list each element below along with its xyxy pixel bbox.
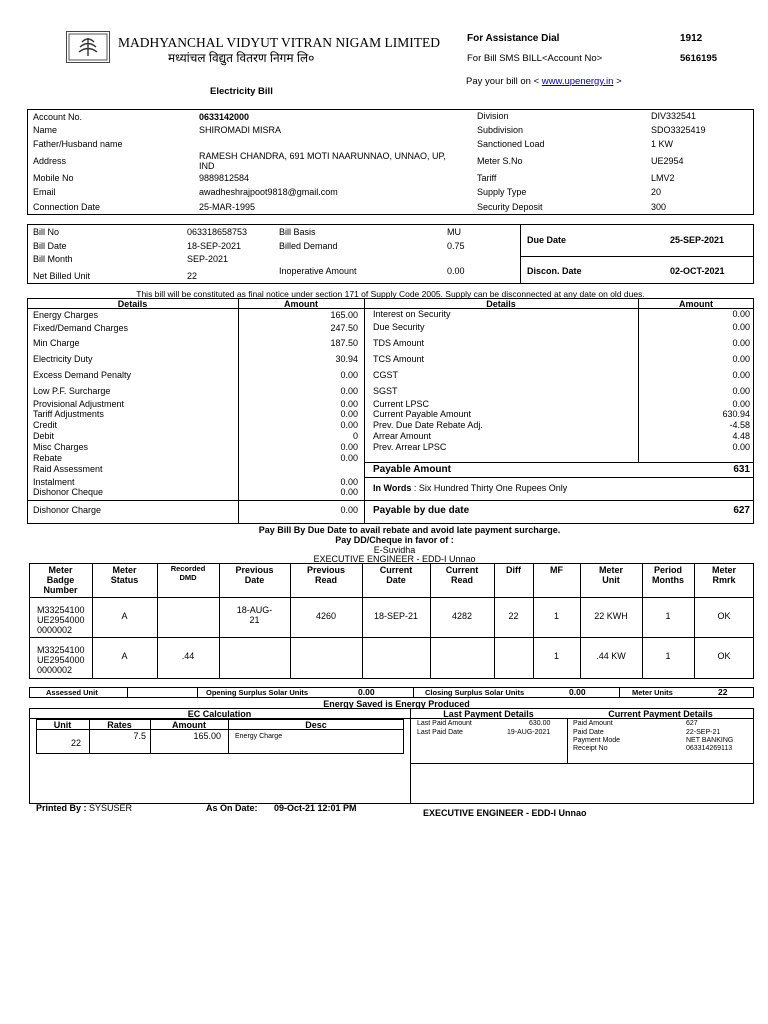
charge-label: SGST: [373, 386, 398, 396]
meter-col-line: [494, 563, 495, 679]
address-line2: IND: [199, 161, 215, 171]
charges-center-divider: [364, 298, 365, 524]
meter-row-line: [29, 637, 754, 638]
sanctioned-load-label: Sanctioned Load: [477, 139, 545, 149]
charge-value: 0.00: [732, 322, 750, 332]
meter-header: Previous Date: [235, 565, 274, 585]
tariff-label: Tariff: [477, 173, 497, 183]
pay-dd-note: Pay DD/Cheque in favor of :: [335, 535, 454, 545]
meter-header: Meter Badge Number: [43, 565, 78, 595]
tariff-value: LMV2: [651, 173, 675, 183]
ec-rate: 7.5: [133, 731, 146, 741]
paid-amount-label: Paid Amount: [573, 720, 613, 727]
in-words-label: In Words: [373, 483, 412, 493]
meter-sno-label: Meter S.No: [477, 156, 523, 166]
printed-by-value: SYSUSER: [89, 803, 133, 813]
payment-divider: [567, 718, 568, 763]
ec-header-amount: Amount: [172, 720, 206, 730]
meter-units-value: 22: [718, 687, 728, 697]
ec-calc-title: EC Calculation: [187, 709, 252, 719]
email-label: Email: [33, 187, 56, 197]
charge-value: 0.00: [340, 386, 358, 396]
charge-label: CGST: [373, 370, 399, 380]
closing-surplus-label: Closing Surplus Solar Units: [425, 688, 525, 697]
receipt-no-value: 063314269113: [686, 745, 733, 752]
bill-info-split: [520, 256, 754, 257]
as-on-date-label: As On Date:: [206, 803, 258, 813]
ec-header-unit: Unit: [53, 720, 72, 730]
supply-type-value: 20: [651, 187, 662, 197]
subdivision-value: SDO3325419: [651, 125, 706, 135]
sanctioned-load-value: 1 KW: [651, 139, 674, 149]
recorded-dmd: .44: [181, 651, 195, 661]
charge-label: Current LPSC: [373, 399, 430, 409]
due-date-value: 25-SEP-2021: [670, 235, 725, 245]
address-line1: RAMESH CHANDRA, 691 MOTI NAARUNNAO, UNNAO, UP,: [199, 151, 446, 161]
bill-basis-value: MU: [447, 227, 461, 237]
charge-value: 187.50: [330, 338, 358, 348]
charge-label: Fixed/Demand Charges: [33, 323, 129, 333]
discon-date-value: 02-OCT-2021: [670, 266, 725, 276]
charge-value: 0.00: [732, 442, 750, 452]
period-months: 1: [665, 651, 671, 661]
billed-demand-label: Billed Demand: [279, 241, 338, 251]
meter-header: Period Months: [652, 565, 684, 585]
charge-value: 0.00: [732, 399, 750, 409]
charge-value: 0.00: [340, 442, 358, 452]
meter-remark: OK: [717, 651, 731, 661]
charge-value: 630.94: [722, 409, 750, 419]
email-value: awadheshrajpoot9818@gmail.com: [199, 187, 338, 197]
charge-label: TDS Amount: [373, 338, 425, 348]
assistance-label: For Assistance Dial: [467, 33, 560, 44]
charge-label: Electricity Duty: [33, 354, 93, 364]
left-amount-header: Amount: [284, 299, 318, 309]
paid-date-value: 22-SEP-21: [686, 729, 721, 736]
meter-header-line: [29, 597, 754, 598]
charge-label: Excess Demand Penalty: [33, 370, 132, 380]
connection-date-value: 25-MAR-1995: [199, 202, 256, 212]
father-label: Father/Husband name: [33, 139, 123, 149]
meter-header: Meter Status: [110, 565, 139, 585]
charge-value: 0.00: [340, 409, 358, 419]
charge-value: 0.00: [340, 505, 358, 515]
meter-header: Previous Read: [306, 565, 346, 585]
ec-unit: 22: [70, 738, 81, 748]
connection-date-label: Connection Date: [33, 202, 101, 212]
ec-amount: 165.00: [193, 731, 221, 741]
charges-right-col-divider: [638, 298, 639, 462]
period-months: 1: [665, 611, 671, 621]
current-date: 18-SEP-21: [373, 611, 419, 621]
summary-divider: [413, 687, 414, 698]
mobile-label: Mobile No: [33, 173, 74, 183]
name-label: Name: [33, 125, 58, 135]
meter-status: A: [121, 611, 128, 621]
meter-col-line: [533, 563, 534, 679]
charge-value: 30.94: [335, 354, 358, 364]
division-label: Division: [477, 111, 509, 121]
pay-by-due-note: Pay Bill By Due Date to avail rebate and avoid late payment surcharge.: [258, 525, 561, 535]
charge-label: Misc Charges: [33, 442, 89, 452]
payable-bottom-line: [364, 477, 754, 478]
mobile-value: 9889812584: [199, 173, 250, 183]
charge-value: 0.00: [732, 309, 750, 319]
pay-online-line: [466, 77, 622, 87]
payable-by-due-label: Payable by due date: [373, 505, 470, 516]
document-title: Electricity Bill: [210, 86, 273, 97]
charge-label: Tariff Adjustments: [33, 409, 104, 419]
summary-divider: [127, 687, 128, 698]
current-read: 4282: [451, 611, 473, 621]
charge-label: Interest on Security: [373, 309, 451, 319]
ec-header-rates: Rates: [107, 720, 132, 730]
charge-label: Dishonor Cheque: [33, 487, 104, 497]
charge-label: Energy Charges: [33, 310, 99, 320]
pay-prefix: Pay your bill on <: [466, 76, 540, 87]
meter-badge: M33254100 UE2954000 0000002: [37, 605, 85, 635]
meter-header: MF: [550, 565, 563, 575]
charge-value: 0.00: [340, 399, 358, 409]
bill-info-box: [27, 224, 754, 284]
charge-value: 165.00: [330, 310, 358, 320]
bill-no-label: Bill No: [33, 227, 60, 237]
current-payment-title: Current Payment Details: [608, 709, 713, 719]
charge-label: TCS Amount: [373, 354, 425, 364]
charge-label: Instalment: [33, 477, 75, 487]
assessed-unit-label: Assessed Unit: [46, 688, 98, 697]
ec-desc: Energy Charge: [235, 733, 283, 740]
meter-header: Recorded DMD: [170, 564, 206, 582]
meter-header: Current Read: [445, 565, 479, 585]
security-deposit-value: 300: [651, 202, 667, 212]
charge-value: 0.00: [732, 354, 750, 364]
company-logo: [66, 31, 110, 63]
net-billed-unit-value: 22: [187, 271, 198, 281]
charge-value: 0: [352, 431, 358, 441]
charge-value: 247.50: [330, 323, 358, 333]
bill-no-value: 063318658753: [187, 227, 248, 237]
charge-label: Min Charge: [33, 338, 80, 348]
meter-header: Diff: [506, 565, 521, 575]
pay-suffix: >: [616, 76, 622, 87]
charge-label: Low P.F. Surcharge: [33, 386, 111, 396]
footer-engineer: EXECUTIVE ENGINEER - EDD-I Unnao: [423, 808, 587, 818]
payable-top-line: [364, 462, 754, 463]
charge-value: 0.00: [340, 487, 358, 497]
account-no-value: 0633142000: [199, 112, 250, 122]
left-details-header: Details: [117, 299, 148, 309]
charge-value: -4.58: [729, 420, 750, 430]
favor-name: E-Suvidha: [373, 545, 416, 555]
previous-date: 18-AUG- 21: [236, 605, 273, 625]
payment-bottom-line: [410, 763, 754, 764]
subdivision-label: Subdivision: [477, 125, 524, 135]
charge-value: 0.00: [340, 477, 358, 487]
charge-label: Credit: [33, 420, 58, 430]
bottom-divider: [410, 708, 411, 804]
bill-basis-label: Bill Basis: [279, 227, 316, 237]
in-words-value: : Six Hundred Thirty One Rupees Only: [411, 483, 568, 493]
sms-number: 5616195: [680, 53, 717, 64]
last-payment-title: Last Payment Details: [443, 709, 534, 719]
charge-value: 4.48: [732, 431, 750, 441]
mf: 1: [553, 651, 559, 661]
charge-label: Prev. Arrear LPSC: [373, 442, 447, 452]
charge-label: Prev. Due Date Rebate Adj.: [373, 420, 483, 430]
assistance-number: 1912: [680, 33, 703, 44]
upenergy-link[interactable]: www.upenergy.in: [541, 76, 614, 87]
supply-type-label: Supply Type: [477, 187, 527, 197]
name-value: SHIROMADI MISRA: [199, 125, 282, 135]
bill-month-value: SEP-2021: [187, 254, 229, 264]
last-paid-amount-value: 630.00: [529, 720, 551, 727]
charge-label: Arrear Amount: [373, 431, 432, 441]
billed-demand-value: 0.75: [447, 241, 465, 251]
final-notice-text: This bill will be constituted as final notice under section 171 of Supply Code 2005. Supply can be disconnected at any date on old dues.: [136, 289, 645, 299]
bill-date-label: Bill Date: [33, 241, 67, 251]
charge-value: 0.00: [732, 338, 750, 348]
charge-label: Raid Assessment: [33, 464, 103, 474]
printed-by: [36, 803, 132, 813]
meter-badge: M33254100 UE2954000 0000002: [37, 645, 85, 675]
paid-amount-value: 627: [686, 720, 698, 727]
charge-value: 0.00: [340, 420, 358, 430]
meter-header: Meter Rmrk: [711, 565, 736, 585]
meter-header: Meter Unit: [598, 565, 623, 585]
meter-sno-value: UE2954: [651, 156, 684, 166]
right-amount-header: Amount: [679, 299, 713, 309]
charge-label: Due Security: [373, 322, 425, 332]
inoperative-amount-label: Inoperative Amount: [279, 266, 357, 276]
meter-unit: .44 KW: [596, 651, 626, 661]
meter-header: Current Date: [379, 565, 413, 585]
company-name-hi: मध्यांचल विद्युत वितरण निगम लि०: [168, 51, 315, 65]
inoperative-amount-value: 0.00: [447, 266, 465, 276]
diff: 22: [508, 611, 519, 621]
ec-header-desc: Desc: [305, 720, 327, 730]
charge-label: Current Payable Amount: [373, 409, 472, 419]
charge-value: 0.00: [340, 370, 358, 380]
closing-surplus-value: 0.00: [569, 687, 586, 697]
meter-units-label: Meter Units: [632, 688, 673, 697]
energy-saved-slogan: Energy Saved is Energy Produced: [323, 699, 470, 709]
division-value: DIV332541: [651, 111, 697, 121]
receipt-no-label: Receipt No: [573, 745, 608, 752]
payable-by-due-value: 627: [733, 505, 750, 516]
net-billed-unit-label: Net Billed Unit: [33, 271, 91, 281]
summary-divider: [197, 687, 198, 698]
bill-info-divider: [520, 224, 521, 284]
paid-date-label: Paid Date: [573, 729, 604, 736]
last-paid-amount-label: Last Paid Amount: [417, 720, 472, 727]
charge-label: Provisional Adjustment: [33, 399, 125, 409]
charges-left-col-divider: [238, 298, 239, 524]
due-pay-top-line: [27, 500, 754, 501]
meter-remark: OK: [717, 611, 731, 621]
charge-value: 0.00: [732, 370, 750, 380]
consumer-details-box: [27, 109, 754, 215]
printed-by-label: Printed By :: [36, 803, 87, 813]
meter-status: A: [121, 651, 128, 661]
opening-surplus-label: Opening Surplus Solar Units: [206, 688, 309, 697]
bill-month-label: Bill Month: [33, 254, 73, 264]
last-paid-date-label: Last Paid Date: [417, 729, 463, 736]
charge-value: 0.00: [340, 453, 358, 463]
mf: 1: [553, 611, 559, 621]
favor-engineer: EXECUTIVE ENGINEER - EDD-I Unnao: [313, 554, 476, 564]
right-details-header: Details: [486, 299, 516, 309]
amount-in-words: [373, 483, 567, 493]
payment-mode-label: Payment Mode: [573, 737, 621, 744]
company-name-en: MADHYANCHAL VIDYUT VITRAN NIGAM LIMITED: [118, 35, 440, 50]
payable-amount-label: Payable Amount: [373, 464, 451, 475]
last-paid-date-value: 19-AUG-2021: [507, 729, 551, 736]
payable-amount-value: 631: [733, 464, 750, 475]
security-deposit-label: Security Deposit: [477, 202, 543, 212]
charge-value: 0.00: [732, 386, 750, 396]
charge-label: Debit: [33, 431, 55, 441]
as-on-date-value: 09-Oct-21 12:01 PM: [274, 803, 357, 813]
sms-label: For Bill SMS BILL<Account No>: [467, 53, 603, 64]
discon-date-label: Discon. Date: [527, 266, 582, 276]
previous-read: 4260: [315, 611, 337, 621]
opening-surplus-value: 0.00: [358, 687, 375, 697]
account-no-label: Account No.: [33, 112, 83, 122]
bill-date-value: 18-SEP-2021: [187, 241, 242, 251]
charge-label: Rebate: [33, 453, 63, 463]
payment-mode-value: NET BANKING: [686, 737, 734, 744]
due-date-label: Due Date: [527, 235, 567, 245]
charge-label: Dishonor Charge: [33, 505, 102, 515]
summary-divider: [619, 687, 620, 698]
address-label: Address: [33, 156, 67, 166]
meter-unit: 22 KWH: [594, 611, 628, 621]
